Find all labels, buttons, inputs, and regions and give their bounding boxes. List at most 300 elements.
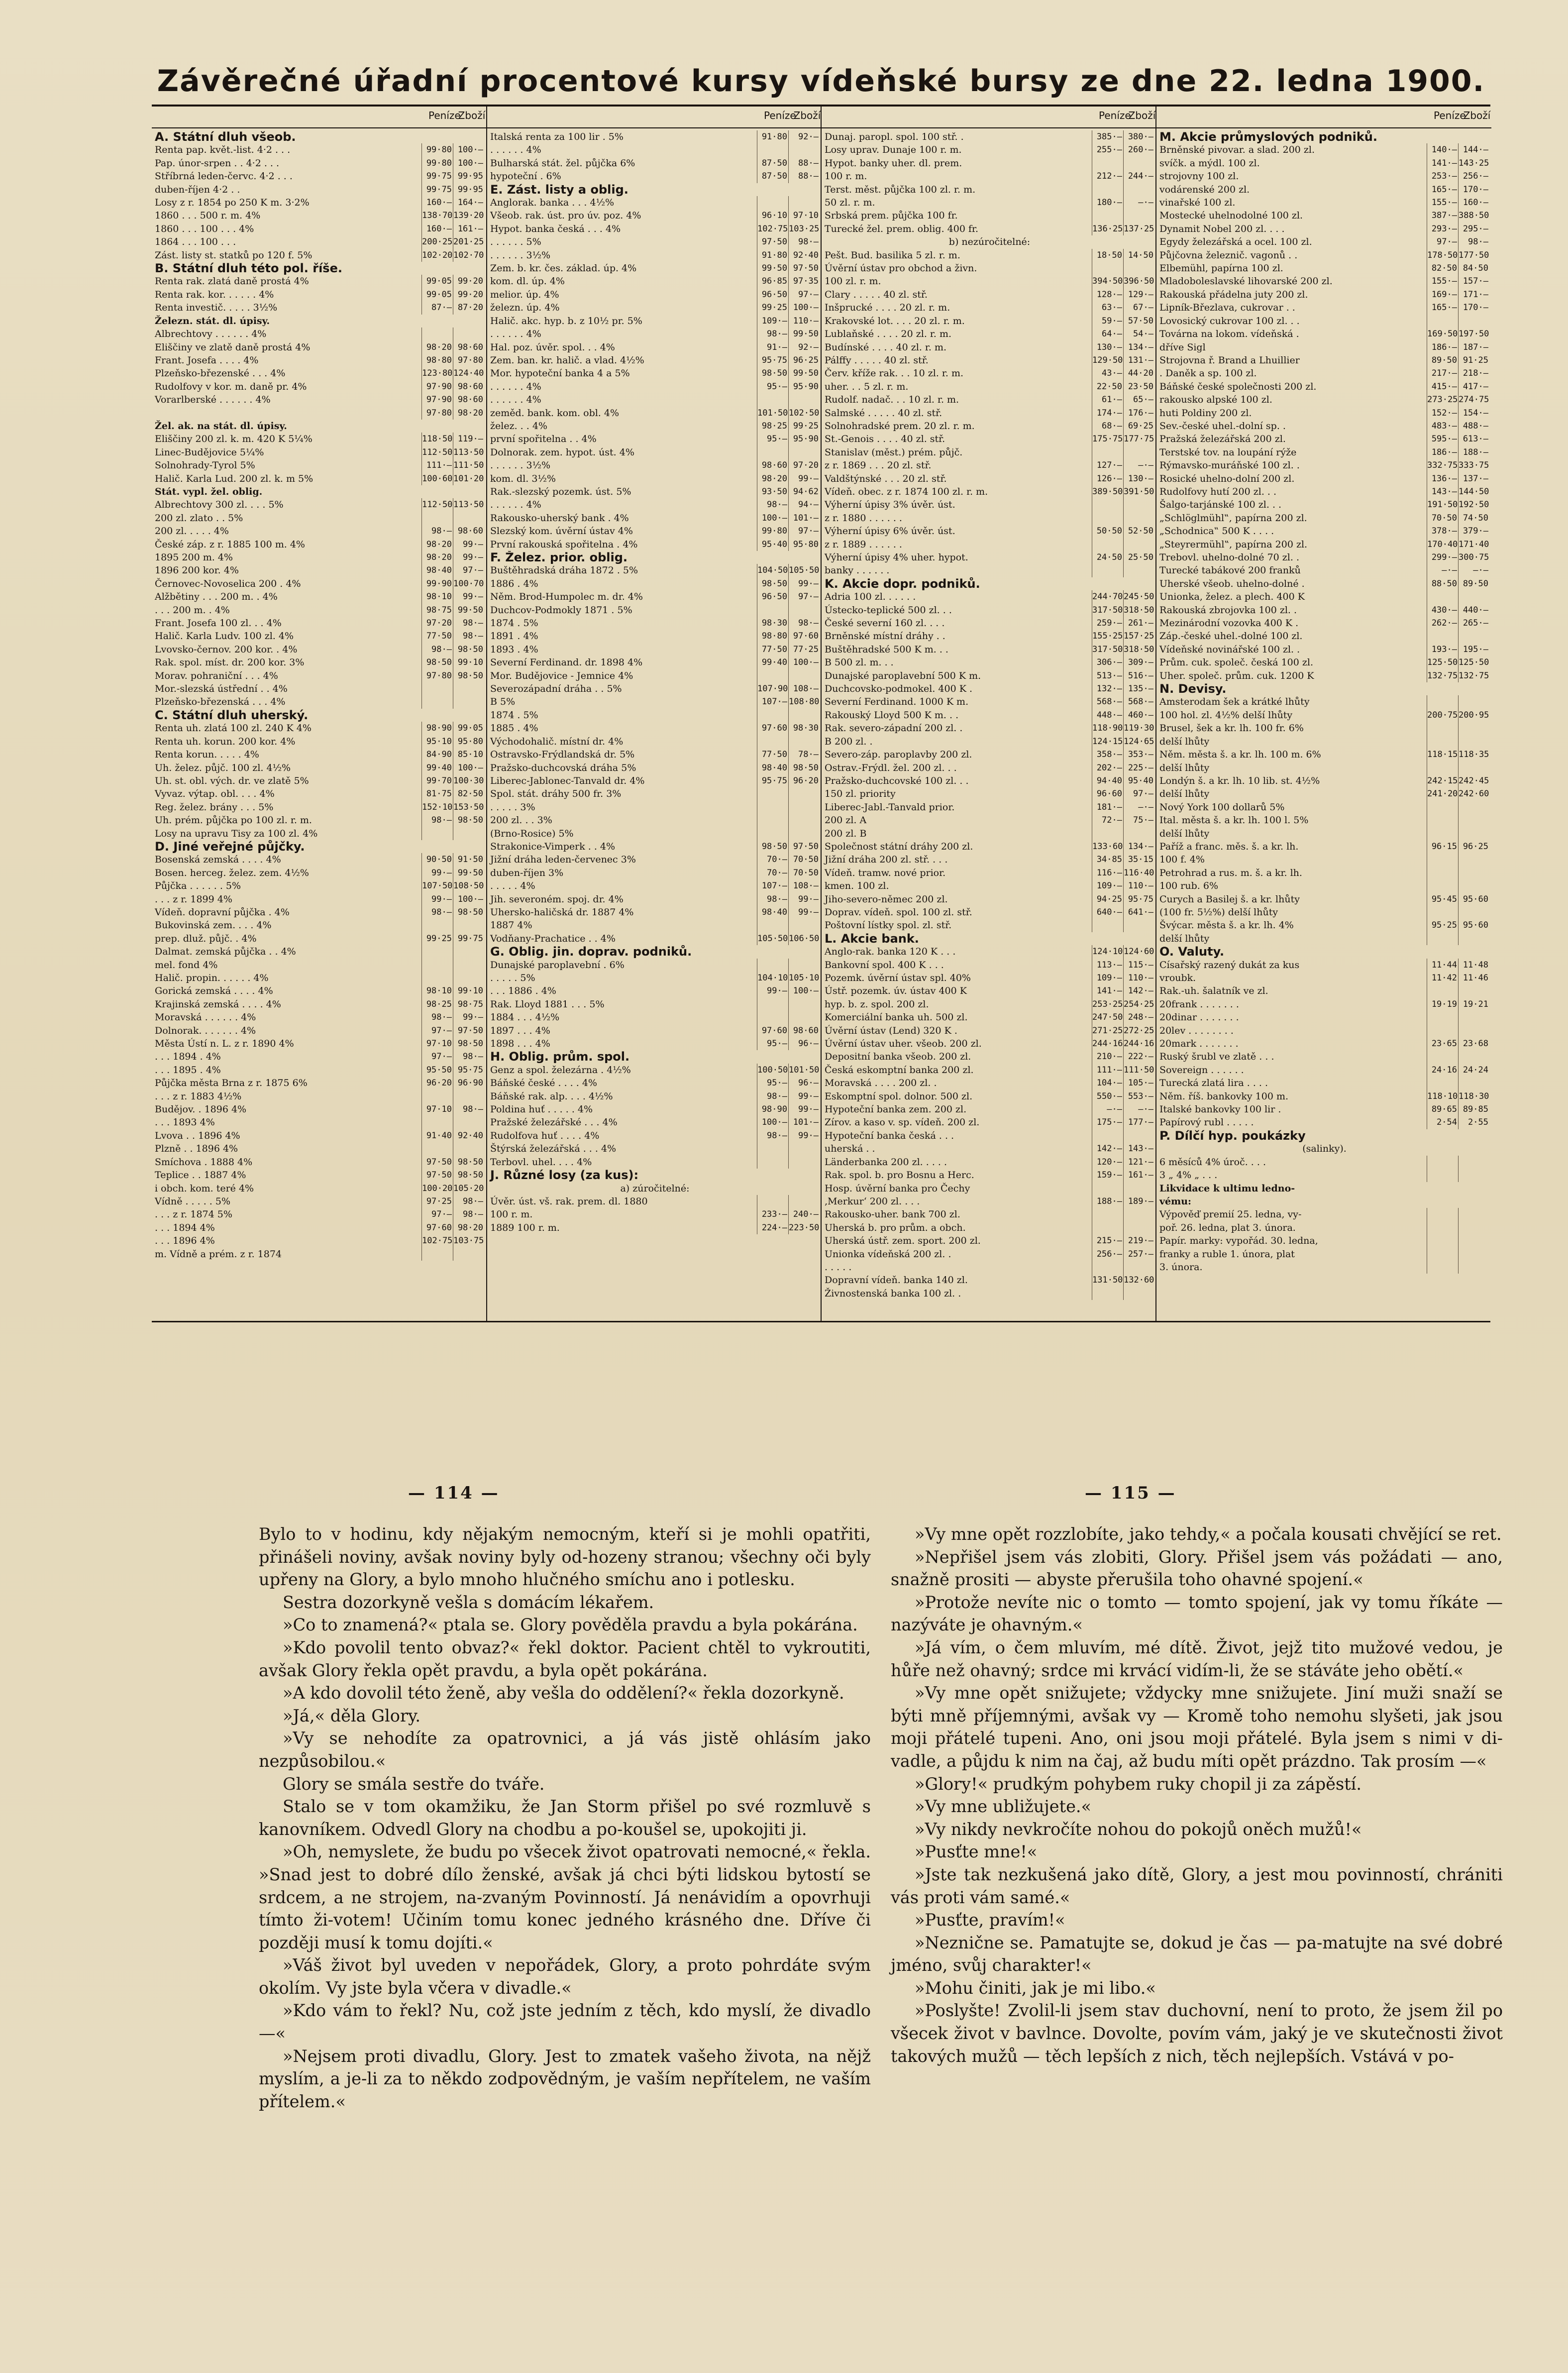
story-text-right xyxy=(891,1523,1503,2067)
buy-price: 97·— xyxy=(421,1050,453,1063)
sell-price: 105·50 xyxy=(788,564,820,577)
security-name: Komerciální banka uh. 500 zl. xyxy=(825,1012,968,1023)
sell-price: 137·25 xyxy=(1123,222,1154,235)
quote-row xyxy=(1156,393,1489,406)
security-name: 1896 200 kor. 4% xyxy=(155,565,239,576)
security-name: M. Akcie průmyslových podniků. xyxy=(1159,130,1378,144)
security-name: Liberec-Jablonec-Tanvald dr. 4% xyxy=(490,775,645,786)
buy-price xyxy=(757,919,788,932)
quote-row xyxy=(822,170,1154,183)
security-name: Reg. želez. brány . . . 5% xyxy=(155,801,274,813)
quote-row xyxy=(822,709,1154,722)
quote-row xyxy=(1156,262,1489,275)
security-name: Uh. st. obl. vých. dr. ve zlatě 5% xyxy=(155,775,309,786)
sell-price: 115·— xyxy=(1123,959,1154,971)
sell-price: 98·50 xyxy=(453,643,484,656)
quote-row xyxy=(487,682,820,695)
quote-row xyxy=(487,262,820,275)
quote-row xyxy=(822,380,1154,393)
security-name: 1889 100 r. m. xyxy=(490,1222,560,1233)
sell-price: 100·— xyxy=(788,656,820,669)
security-name: 100 r. m. xyxy=(490,1209,533,1220)
buy-price: 95·— xyxy=(757,432,788,445)
buy-price: 98·25 xyxy=(421,998,453,1011)
buy-price: 98·20 xyxy=(421,341,453,354)
security-name: želez. . . 4% xyxy=(490,420,547,431)
quote-row xyxy=(487,393,820,406)
buy-price: 97·80 xyxy=(421,407,453,420)
security-name: delší lhůty xyxy=(1159,788,1210,800)
quote-row xyxy=(487,196,820,209)
buy-price: 97·50 xyxy=(421,1169,453,1182)
quote-row xyxy=(822,604,1154,617)
quote-row xyxy=(487,327,820,340)
sell-price: 98·60 xyxy=(453,393,484,406)
buy-price xyxy=(1092,1182,1123,1195)
quote-row xyxy=(1156,459,1489,472)
sell-price: 74·50 xyxy=(1458,512,1489,525)
quote-row xyxy=(487,1024,820,1037)
sell-price: 272·25 xyxy=(1123,1024,1154,1037)
quote-row xyxy=(487,407,820,420)
sell-price: 157·25 xyxy=(1123,630,1154,643)
sell-price: 108·— xyxy=(788,682,820,695)
security-name: Dopravní vídeň. banka 140 zl. xyxy=(825,1275,968,1286)
security-name: 200 zl. A xyxy=(825,815,867,826)
quote-row xyxy=(1156,801,1489,814)
sell-price: 88·— xyxy=(788,170,820,183)
quote-row xyxy=(487,840,820,853)
buy-price: 175·— xyxy=(1092,1116,1123,1129)
quotes-column-4 xyxy=(1155,107,1491,1321)
quote-row xyxy=(487,472,820,485)
security-name: 6 měsíců 4% úroč. . . . xyxy=(1159,1156,1266,1168)
security-name: i obch. kom. teré 4% xyxy=(155,1183,254,1194)
quote-row xyxy=(487,866,820,879)
buy-price: 2·54 xyxy=(1427,1116,1458,1129)
sell-price: 130·— xyxy=(1123,472,1154,485)
quote-row xyxy=(1156,551,1489,564)
sell-price xyxy=(788,1195,820,1208)
buy-price: 200·75 xyxy=(1427,709,1458,722)
security-name: Železn. stát. dl. úpisy. xyxy=(155,315,270,326)
quote-row xyxy=(487,801,820,814)
buy-price: 95·— xyxy=(757,380,788,393)
buy-price: 116·— xyxy=(1092,866,1123,879)
buy-price: 63·— xyxy=(1092,301,1123,314)
sell-price: 95·75 xyxy=(453,1064,484,1077)
quotes-rows xyxy=(1156,130,1489,1317)
quotes-column-1 xyxy=(152,107,486,1321)
quote-row xyxy=(152,656,484,669)
quote-row xyxy=(487,879,820,892)
quote-row xyxy=(822,879,1154,892)
sell-price: 98·— xyxy=(453,1208,484,1221)
paragraph: »Vy nikdy nevkročíte nohou do pokojů oněch mužů!« xyxy=(915,1819,1362,1839)
sell-price: 97·50 xyxy=(788,840,820,853)
security-name: Stanislav (měst.) prém. půjč. xyxy=(825,446,963,458)
sell-price: 98·50 xyxy=(453,1156,484,1169)
buy-price: 91·80 xyxy=(757,249,788,262)
sell-price: 99·— xyxy=(788,577,820,590)
sell-price: 131·— xyxy=(1123,354,1154,367)
sell-price: 85·10 xyxy=(453,748,484,761)
security-name: Bosen. herceg. želez. zem. 4½% xyxy=(155,867,309,878)
security-name: rakousko alpské 100 zl. xyxy=(1159,394,1272,406)
buy-price xyxy=(757,196,788,209)
sell-price: 153·50 xyxy=(453,801,484,814)
section-heading xyxy=(152,840,484,853)
sell-price xyxy=(453,327,484,340)
sell-price xyxy=(453,1116,484,1129)
buy-price: 99·— xyxy=(421,893,453,906)
sell-price xyxy=(1458,1024,1489,1037)
sell-price xyxy=(788,919,820,932)
sell-price: 379·— xyxy=(1458,525,1489,538)
buy-price: 77·50 xyxy=(757,643,788,656)
security-name: G. Oblig. jin. doprav. podniků. xyxy=(490,945,692,959)
sell-price: 116·40 xyxy=(1123,866,1154,879)
buy-price: 98·— xyxy=(757,1129,788,1142)
quote-row xyxy=(152,735,484,748)
security-name: 1897 . . . 4% xyxy=(490,1025,550,1036)
sell-price: 99·95 xyxy=(453,170,484,183)
sell-price: 11·46 xyxy=(1458,971,1489,984)
buy-price: 99·75 xyxy=(421,183,453,196)
sell-price: 108·— xyxy=(788,879,820,892)
buy-price: 99·— xyxy=(421,866,453,879)
sell-price: 177·— xyxy=(1123,1116,1154,1129)
sell-price: 99·50 xyxy=(788,367,820,380)
sell-price xyxy=(788,1156,820,1169)
security-name: prep. dluž. půjč. . 4% xyxy=(155,933,257,944)
sell-price: 70·50 xyxy=(788,853,820,866)
buy-price: 104·50 xyxy=(757,564,788,577)
quote-row xyxy=(152,393,484,406)
buy-price: 95·10 xyxy=(421,735,453,748)
buy-price: 233·— xyxy=(757,1208,788,1221)
quote-row xyxy=(1156,1208,1489,1221)
sell-price: 98·50 xyxy=(788,761,820,774)
buy-price xyxy=(1427,866,1458,879)
quote-row xyxy=(487,590,820,603)
buy-price: 94·25 xyxy=(1092,893,1123,906)
security-name: Valdštýnské . . . 20 zl. stř. xyxy=(825,473,947,484)
buy-price: 97·50 xyxy=(421,1156,453,1169)
quote-row xyxy=(822,485,1154,498)
sell-price: 225·— xyxy=(1123,761,1154,774)
security-name: Výpověď premií 25. ledna, vy- xyxy=(1159,1209,1302,1220)
buy-price: 111·— xyxy=(421,459,453,472)
security-name: Duchcovsko-podmokel. 400 K . xyxy=(825,683,972,695)
buy-price: 97·10 xyxy=(421,1103,453,1116)
buy-price xyxy=(1092,446,1123,459)
buy-price: 99·50 xyxy=(757,262,788,275)
sell-price: 177·75 xyxy=(1123,432,1154,445)
quote-row xyxy=(1156,906,1489,919)
sell-price xyxy=(1458,1248,1489,1261)
security-name: vému: xyxy=(1159,1195,1192,1207)
security-name: hypoteční . 6% xyxy=(490,171,561,182)
security-name: Slezský kom. úvěrní ústav 4% xyxy=(490,526,633,537)
quote-row xyxy=(487,617,820,630)
security-name: 100 rub. 6% xyxy=(1159,880,1219,892)
security-name: Morav. pohraniční . . . 4% xyxy=(155,670,278,681)
quote-row xyxy=(487,1103,820,1116)
sell-price xyxy=(1123,498,1154,511)
sell-price: 95·60 xyxy=(1458,919,1489,932)
quote-row xyxy=(1156,183,1489,196)
sell-price xyxy=(1123,1261,1154,1274)
buy-price: 100·— xyxy=(757,512,788,525)
paragraph: »Glory!« prudkým pohybem ruky chopil ji za zápěstí. xyxy=(915,1774,1362,1794)
buy-price: 415·— xyxy=(1427,380,1458,393)
security-name: Poštovní lístky spol. zl. stř. xyxy=(825,920,952,931)
quote-row xyxy=(487,722,820,735)
quote-row xyxy=(822,183,1154,196)
security-name: Frant. Josefa 100 zl. . . 4% xyxy=(155,618,282,629)
quote-row xyxy=(487,275,820,288)
security-name: Dunaj. paropl. spol. 100 stř. . xyxy=(825,131,964,142)
security-name: huti Poldiny 200 zl. xyxy=(1159,407,1252,419)
quote-row xyxy=(822,1064,1154,1077)
buy-price: 97·20 xyxy=(421,617,453,630)
buy-price: 118·50 xyxy=(421,432,453,445)
quote-row xyxy=(1156,630,1489,643)
buy-price xyxy=(421,1248,453,1261)
sell-price: 99·75 xyxy=(453,932,484,945)
sell-price xyxy=(1123,1182,1154,1195)
quote-row xyxy=(822,1050,1154,1063)
buy-price: 87·50 xyxy=(757,157,788,170)
sell-price: 99·— xyxy=(788,472,820,485)
security-name: 1864 . . . 100 . . . xyxy=(155,236,236,248)
buy-price xyxy=(421,512,453,525)
buy-price xyxy=(1427,1261,1458,1274)
quote-row xyxy=(1156,761,1489,774)
buy-price: 70·— xyxy=(757,853,788,866)
sell-price: 98·50 xyxy=(453,1037,484,1050)
buy-price: 99·40 xyxy=(757,656,788,669)
security-name: Terst. měst. půjčka 100 zl. r. m. xyxy=(825,184,976,195)
sell-price: —·— xyxy=(1123,459,1154,472)
quote-row xyxy=(822,1024,1154,1037)
quote-row xyxy=(1156,1195,1489,1208)
security-name: Prům. cuk. společ. česká 100 zl. xyxy=(1159,657,1314,668)
security-name: Rosické uhelno-dolní 200 zl. xyxy=(1159,473,1295,484)
buy-price: 98·10 xyxy=(421,984,453,997)
sell-price: 197·50 xyxy=(1458,327,1489,340)
sell-price xyxy=(1123,446,1154,459)
buy-price: 59·— xyxy=(1092,315,1123,327)
sell-price: 97·60 xyxy=(788,630,820,643)
sell-price: 125·50 xyxy=(1458,656,1489,669)
sell-price: 95·80 xyxy=(788,538,820,551)
security-name: . . . . . . 4% xyxy=(490,381,541,392)
sell-price: 171·40 xyxy=(1458,538,1489,551)
security-name: Brněnské pivovar. a slad. 200 zl. xyxy=(1159,144,1315,156)
security-name xyxy=(152,407,421,420)
buy-price: 98·60 xyxy=(757,459,788,472)
quote-row xyxy=(1156,196,1489,209)
quote-row xyxy=(152,590,484,603)
security-name: Unionka vídeňská 200 zl. . xyxy=(825,1248,951,1260)
quote-row xyxy=(1156,709,1489,722)
security-name: Štýrská železářská . . . 4% xyxy=(490,1143,617,1155)
buy-price: 394·50 xyxy=(1092,275,1123,288)
sell-price xyxy=(1458,814,1489,827)
quote-row xyxy=(487,1090,820,1103)
quote-row xyxy=(152,1156,484,1169)
quote-row xyxy=(487,984,820,997)
quote-row xyxy=(822,1208,1154,1221)
buy-price: 95·75 xyxy=(757,774,788,787)
sell-price: 99·— xyxy=(788,1103,820,1116)
sell-price: 218·— xyxy=(1458,367,1489,380)
quote-row xyxy=(487,1208,820,1221)
buy-price xyxy=(1427,1156,1458,1169)
security-name: (salinky). xyxy=(1302,1143,1347,1155)
sell-price: 94·— xyxy=(788,498,820,511)
sell-price xyxy=(788,998,820,1011)
quote-row xyxy=(152,774,484,787)
security-name: Vídeň. obec. z r. 1874 100 zl. r. m. xyxy=(825,486,988,497)
sell-price: 99·— xyxy=(788,1129,820,1142)
security-name: Clary . . . . . 40 zl. stř. xyxy=(825,289,928,300)
sell-price: 95·60 xyxy=(1458,893,1489,906)
buy-price: 98·30 xyxy=(757,617,788,630)
buy-price: 140·— xyxy=(1427,143,1458,156)
sell-price xyxy=(1458,590,1489,603)
quote-row xyxy=(152,538,484,551)
quotes-column-2 xyxy=(486,107,822,1321)
security-name: Vorarlberské . . . . . . 4% xyxy=(155,394,271,406)
quote-row xyxy=(152,971,484,984)
quote-row xyxy=(822,538,1154,551)
security-name: Doprav. vídeň. spol. 100 zl. stř. xyxy=(825,906,972,918)
quote-row xyxy=(822,695,1154,708)
security-name: 100 r. m. xyxy=(825,171,867,182)
sell-price xyxy=(1458,1208,1489,1221)
buy-price xyxy=(1092,564,1123,577)
buy-price: 97·25 xyxy=(421,1195,453,1208)
quote-row xyxy=(1156,998,1489,1011)
quote-row xyxy=(152,853,484,866)
buy-price: 186·— xyxy=(1427,446,1458,459)
security-name: kom. dl. úp. 4% xyxy=(490,276,565,287)
buy-price: —·— xyxy=(1427,564,1458,577)
security-name: Renta pap. květ.-list. 4·2 . . . xyxy=(155,144,291,156)
sell-price xyxy=(1458,827,1489,840)
quote-row xyxy=(152,761,484,774)
buy-price: 70·— xyxy=(757,866,788,879)
sell-price xyxy=(788,1011,820,1024)
buy-price: 127·— xyxy=(1092,459,1123,472)
security-name: H. Oblig. prům. spol. xyxy=(490,1050,630,1064)
security-name: . . . . . xyxy=(825,1261,852,1273)
quote-row xyxy=(152,288,484,301)
buy-price xyxy=(421,327,453,340)
sell-price: 108·50 xyxy=(453,879,484,892)
buy-price: 64·— xyxy=(1092,327,1123,340)
sell-price xyxy=(1458,932,1489,945)
sell-price xyxy=(788,669,820,682)
buy-price xyxy=(1427,722,1458,735)
buy-price: 112·50 xyxy=(421,446,453,459)
security-name: kom. dl. 3½% xyxy=(490,473,556,484)
security-name: 200 zl. B xyxy=(825,828,867,839)
quote-row xyxy=(822,1156,1154,1169)
sell-price: 223·50 xyxy=(788,1221,820,1234)
security-name: Paříž a franc. měs. š. a kr. lh. xyxy=(1159,841,1299,852)
section-heading xyxy=(822,932,1154,945)
quote-row xyxy=(1156,1116,1489,1129)
sell-price: 92·40 xyxy=(788,249,820,262)
quote-row xyxy=(1156,1234,1489,1247)
buy-price: 98·80 xyxy=(757,630,788,643)
security-name: 200 zl. . . . . 4% xyxy=(155,526,229,537)
sell-price: —·— xyxy=(1123,801,1154,814)
quote-row xyxy=(822,774,1154,787)
sell-price: 98·50 xyxy=(453,1169,484,1182)
quote-row xyxy=(152,1103,484,1116)
quote-row xyxy=(152,577,484,590)
sell-price xyxy=(1458,761,1489,774)
buy-price xyxy=(421,827,453,840)
security-name: Lipník-Březlava, cukrovar . . xyxy=(1159,302,1295,314)
quote-row xyxy=(1156,932,1489,945)
quote-row xyxy=(152,801,484,814)
buy-price: 247·50 xyxy=(1092,1011,1123,1024)
quote-row xyxy=(152,998,484,1011)
buy-price: 99·70 xyxy=(421,774,453,787)
buy-price: 91·40 xyxy=(421,1129,453,1142)
buy-price: 123·80 xyxy=(421,367,453,380)
security-name: . . . . . 4% xyxy=(490,880,535,892)
sell-price xyxy=(1123,209,1154,222)
security-name: Pap. únor-srpen . . 4·2 . . . xyxy=(155,157,280,169)
sell-price xyxy=(788,196,820,209)
quote-row xyxy=(152,695,484,708)
security-name: . . . . . 5% xyxy=(490,972,535,983)
buy-price: 99·40 xyxy=(421,761,453,774)
sell-price: 98·60 xyxy=(788,1024,820,1037)
quote-row xyxy=(152,617,484,630)
quote-row xyxy=(1156,275,1489,288)
sell-price: 641·— xyxy=(1123,906,1154,919)
buy-price: 483·— xyxy=(1427,420,1458,432)
sell-price: 244·16 xyxy=(1123,1037,1154,1050)
sell-price: 101·50 xyxy=(788,1064,820,1077)
security-name: Báňské rak. alp. . . . 4½% xyxy=(490,1090,613,1102)
quote-row xyxy=(1156,432,1489,445)
buy-price: 332·75 xyxy=(1427,459,1458,472)
section-heading xyxy=(822,577,1154,590)
buy-price xyxy=(1092,1261,1123,1274)
buy-price: 98·40 xyxy=(421,564,453,577)
buy-price: 98·10 xyxy=(421,590,453,603)
quote-row xyxy=(487,1129,820,1142)
quote-row xyxy=(1156,748,1489,761)
quote-row xyxy=(487,380,820,393)
buy-price: 126·— xyxy=(1092,472,1123,485)
buy-price: 165·— xyxy=(1427,183,1458,196)
buy-price: 160·— xyxy=(421,196,453,209)
sell-price: 103·25 xyxy=(788,222,820,235)
quote-row xyxy=(487,354,820,367)
quote-row xyxy=(1156,577,1489,590)
quote-row xyxy=(1156,157,1489,170)
